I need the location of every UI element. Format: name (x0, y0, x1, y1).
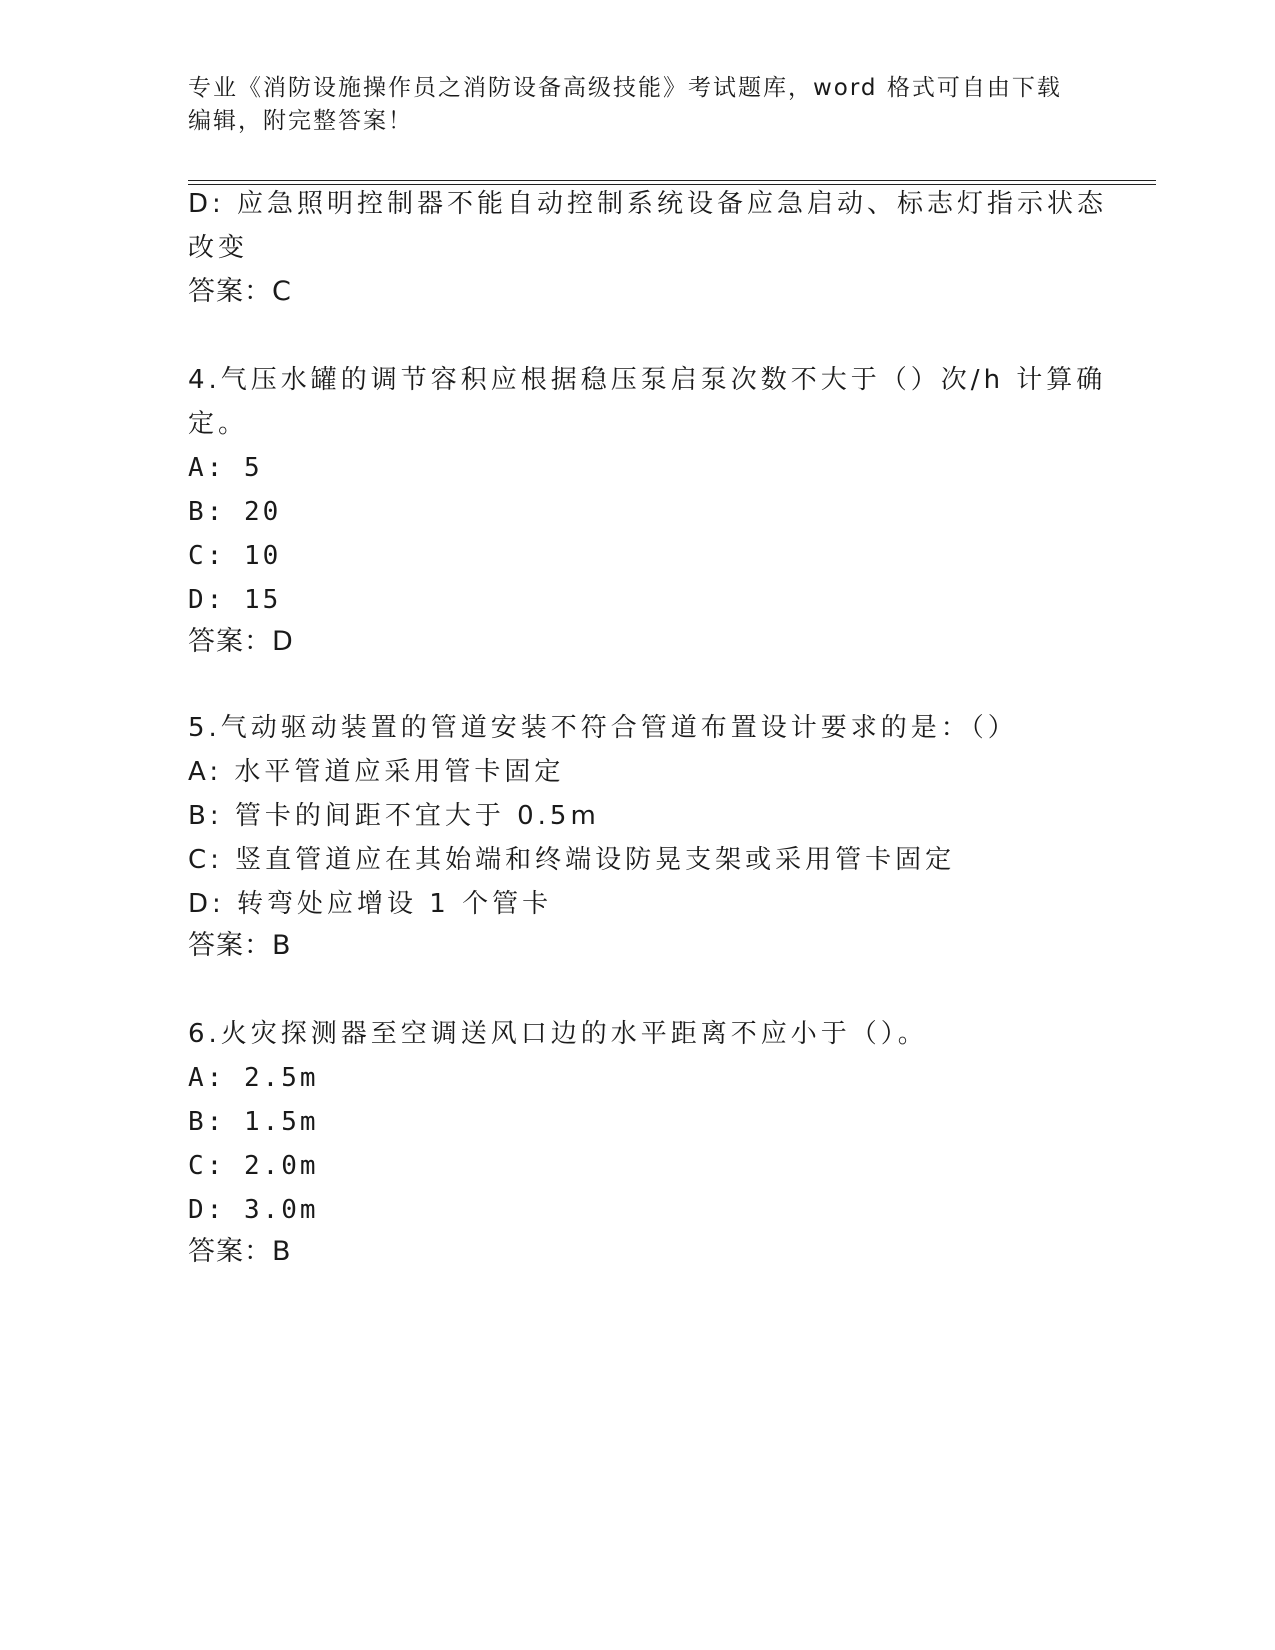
option-b: B: 20 (188, 497, 282, 527)
option-d-line1: D: 应急照明控制器不能自动控制系统设备应急启动、标志灯指示状态 (188, 189, 1108, 219)
question-stem-4-line1: 4.气压水罐的调节容积应根据稳压泵启泵次数不大于（）次/h 计算确 (188, 365, 1107, 395)
document-header: 专业《消防设施操作员之消防设备高级技能》考试题库，word 格式可自由下载编辑，附完整答案！ (188, 75, 1062, 134)
answer-label: 答案：B (188, 1236, 292, 1267)
option-b: B: 管卡的间距不宜大于 0.5m (188, 801, 600, 831)
header-divider-top (188, 180, 1156, 181)
option-c: C: 10 (188, 541, 282, 571)
header-divider-bottom (188, 184, 1156, 185)
option-d: D: 3.0m (188, 1195, 319, 1225)
question-stem-6: 6.火灾探测器至空调送风口边的水平距离不应小于（）。 (188, 1019, 928, 1049)
question-stem-5: 5.气动驱动装置的管道安装不符合管道布置设计要求的是：（） (188, 713, 1018, 743)
option-d: D: 15 (188, 585, 282, 615)
option-a: A: 2.5m (188, 1063, 319, 1093)
option-b: B: 1.5m (188, 1107, 319, 1137)
option-d-line2: 改变 (188, 233, 249, 263)
option-a: A: 水平管道应采用管卡固定 (188, 757, 565, 787)
option-c: C: 2.0m (188, 1151, 319, 1181)
answer-label: 答案：B (188, 930, 292, 961)
answer-label: 答案：D (188, 626, 294, 657)
option-a: A: 5 (188, 453, 263, 483)
option-c: C: 竖直管道应在其始端和终端设防晃支架或采用管卡固定 (188, 845, 956, 875)
answer-label: 答案：C (188, 276, 292, 307)
option-d: D: 转弯处应增设 1 个管卡 (188, 889, 553, 919)
question-stem-4-line2: 定。 (188, 409, 249, 439)
